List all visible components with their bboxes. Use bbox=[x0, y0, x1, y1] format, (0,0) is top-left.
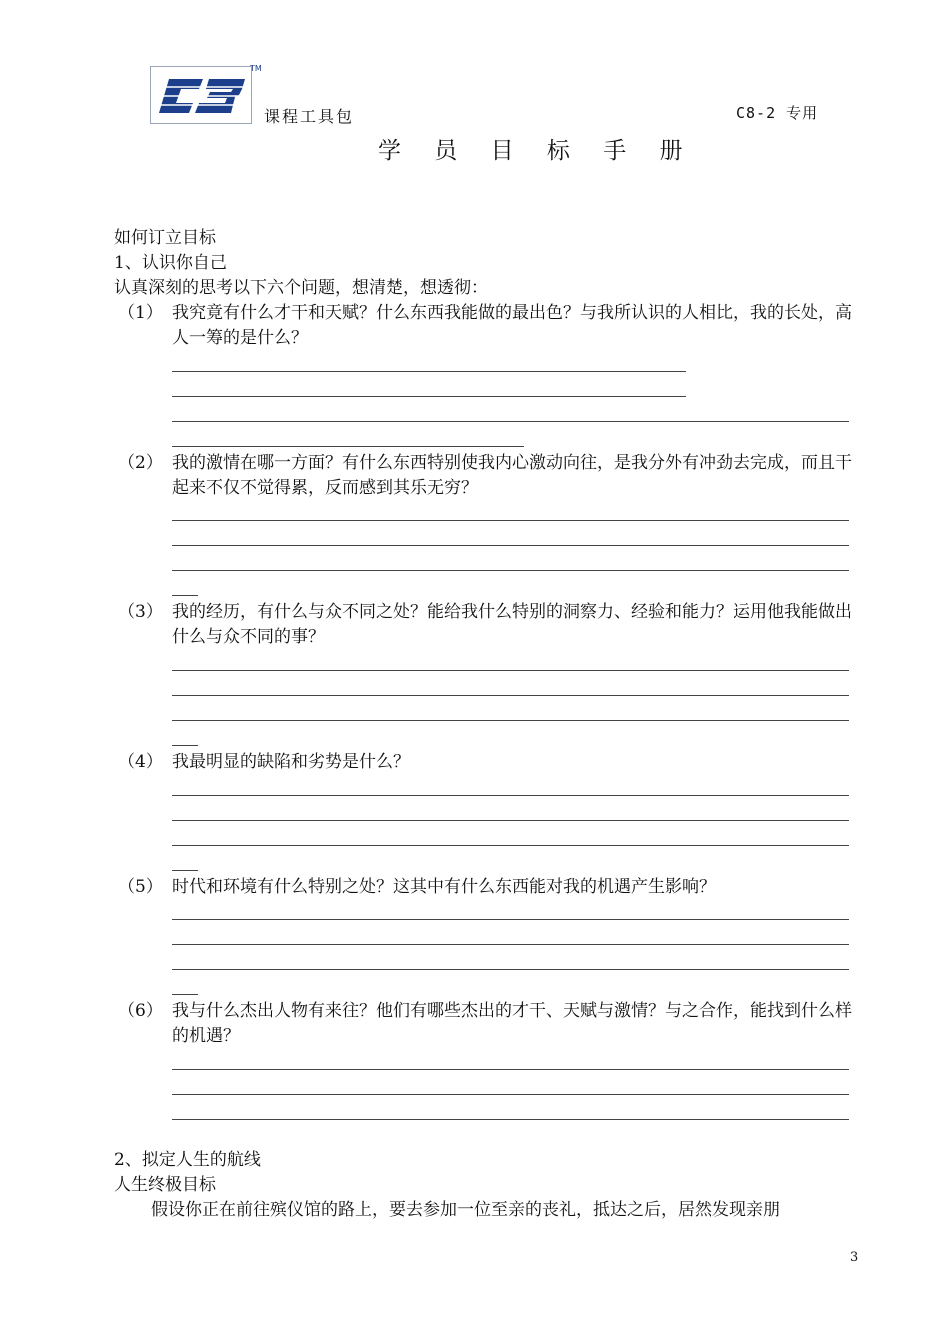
question-number-5: （5） bbox=[118, 877, 163, 897]
answer-line-stub bbox=[172, 994, 198, 995]
section2-heading: 2、拟定人生的航线 bbox=[114, 1150, 261, 1170]
answer-line-stub bbox=[172, 595, 198, 596]
answer-line bbox=[172, 919, 849, 920]
logo-frame bbox=[150, 66, 252, 124]
answer-line bbox=[172, 371, 686, 372]
intro-heading: 如何订立目标 bbox=[114, 228, 216, 248]
answer-line bbox=[172, 1069, 849, 1070]
answer-line bbox=[172, 396, 686, 397]
answer-line bbox=[172, 944, 849, 945]
section2-subheading: 人生终极目标 bbox=[114, 1175, 216, 1195]
question-text-2: 我的激情在哪一方面？有什么东西特别使我内心激动向往，是我分外有冲劲去完成，而且干起来不仅不觉得累，反而感到其乐无穷？ bbox=[172, 453, 852, 498]
answer-line bbox=[172, 545, 849, 546]
answer-line bbox=[172, 570, 849, 571]
answer-line bbox=[172, 421, 849, 422]
question-text-1: 我究竟有什么才干和天赋？什么东西我能做的最出色？与我所认识的人相比，我的长处，高人一筹的是什么？ bbox=[172, 303, 852, 348]
answer-line bbox=[172, 670, 849, 671]
section1-heading: 1、认识你自己 bbox=[114, 253, 227, 273]
page-title: 学 员 目 标 手 册 bbox=[378, 138, 696, 164]
question-text-6: 我与什么杰出人物有来往？他们有哪些杰出的才干、天赋与激情？与之合作，能找到什么样的机遇？ bbox=[172, 1001, 852, 1046]
answer-line bbox=[172, 520, 849, 521]
answer-line bbox=[172, 695, 849, 696]
answer-line bbox=[172, 446, 524, 447]
answer-line bbox=[172, 845, 849, 846]
instruction-text: 认真深刻的思考以下六个问题，想清楚，想透彻： bbox=[114, 278, 488, 298]
question-number-2: （2） bbox=[118, 453, 163, 473]
question-number-4: （4） bbox=[118, 752, 163, 772]
question-text-4: 我最明显的缺陷和劣势是什么？ bbox=[172, 752, 410, 772]
kit-label: 课程工具包 bbox=[264, 107, 355, 126]
answer-line bbox=[172, 1094, 849, 1095]
answer-line bbox=[172, 820, 849, 821]
c8-logo bbox=[150, 66, 260, 124]
answer-line-stub bbox=[172, 745, 198, 746]
question-number-1: （1） bbox=[118, 303, 163, 323]
question-number-3: （3） bbox=[118, 602, 163, 622]
trademark-mark: TM bbox=[250, 64, 262, 73]
section2-paragraph: 假设你正在前往殡仪馆的路上，要去参加一位至亲的丧礼，抵达之后，居然发现亲朋 bbox=[151, 1200, 780, 1220]
page-number: 3 bbox=[850, 1250, 859, 1265]
answer-line bbox=[172, 1119, 849, 1120]
answer-line bbox=[172, 969, 849, 970]
answer-line-stub bbox=[172, 870, 198, 871]
answer-line bbox=[172, 720, 849, 721]
question-text-3: 我的经历，有什么与众不同之处？能给我什么特别的洞察力、经验和能力？运用他我能做出什么与众不同的事？ bbox=[172, 602, 852, 647]
answer-line bbox=[172, 795, 849, 796]
question-text-5: 时代和环境有什么特别之处？这其中有什么东西能对我的机遇产生影响？ bbox=[172, 877, 716, 897]
course-code: C8-2 专用 bbox=[736, 104, 819, 122]
question-number-6: （6） bbox=[118, 1001, 163, 1021]
c8-logo-mark bbox=[151, 67, 251, 123]
